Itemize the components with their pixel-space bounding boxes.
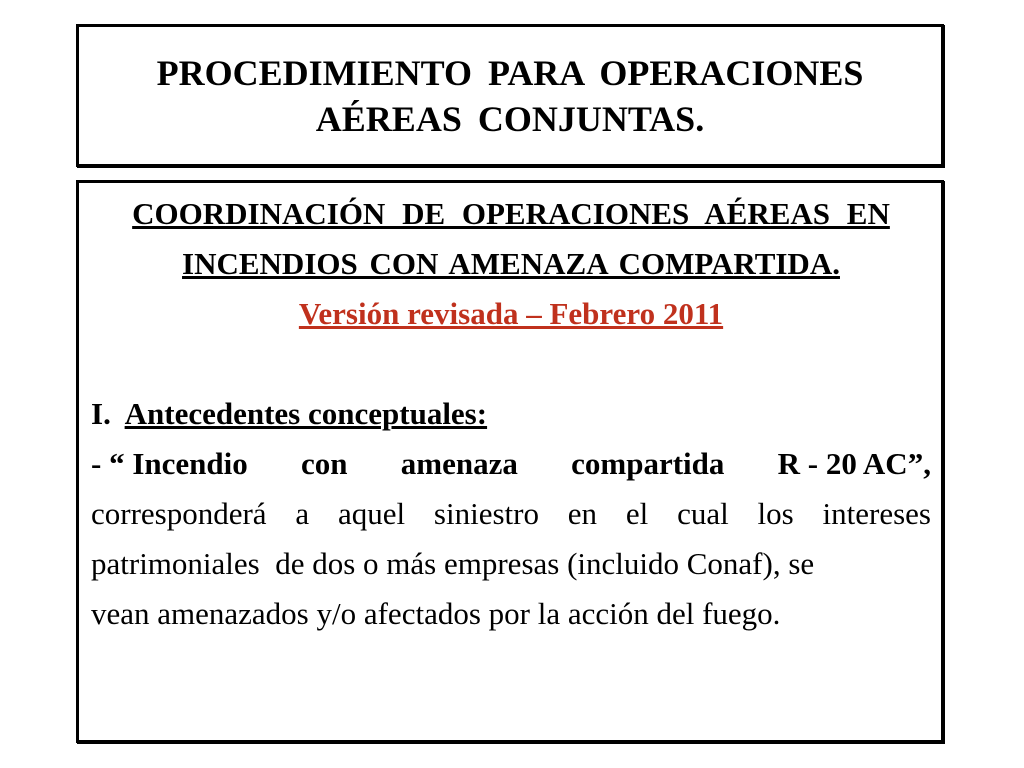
paragraph-line-4: vean amenazados y/o afectados por la acción del fuego.	[91, 596, 781, 631]
definition-word: compartida	[571, 446, 725, 481]
word: corresponderá	[91, 496, 267, 531]
title-line-2: AÉREAS CONJUNTAS.	[315, 98, 705, 139]
version-label: Versión revisada – Febrero 2011	[298, 296, 724, 331]
heading-line-1: COORDINACIÓN DE OPERACIONES AÉREAS EN	[132, 196, 890, 231]
paragraph-line-3: patrimoniales de dos o más empresas (incluido Conaf), se	[91, 546, 815, 581]
definition-word: con	[301, 446, 348, 481]
definition-word: amenaza	[400, 446, 518, 481]
paragraph-line-2	[91, 489, 931, 539]
section-title: Antecedentes conceptuales:	[124, 396, 488, 431]
title-box	[76, 24, 944, 167]
word: siniestro	[433, 496, 539, 531]
content-box	[76, 180, 944, 743]
blank-line	[91, 339, 931, 389]
word: en	[567, 496, 598, 531]
section-heading	[91, 389, 931, 439]
word: el	[625, 496, 649, 531]
definition-term: R - 20 AC”,	[777, 446, 931, 481]
word: cual	[677, 496, 729, 531]
title-line-1: PROCEDIMIENTO PARA OPERACIONES	[156, 52, 864, 93]
word: aquel	[337, 496, 406, 531]
word: a	[295, 496, 310, 531]
word: los	[757, 496, 794, 531]
definition-line	[91, 439, 931, 489]
definition-word: - “ Incendio	[91, 446, 248, 481]
heading-line-2: INCENDIOS CON AMENAZA COMPARTIDA.	[182, 246, 840, 281]
word: intereses	[822, 496, 931, 531]
section-number: I.	[91, 396, 111, 431]
